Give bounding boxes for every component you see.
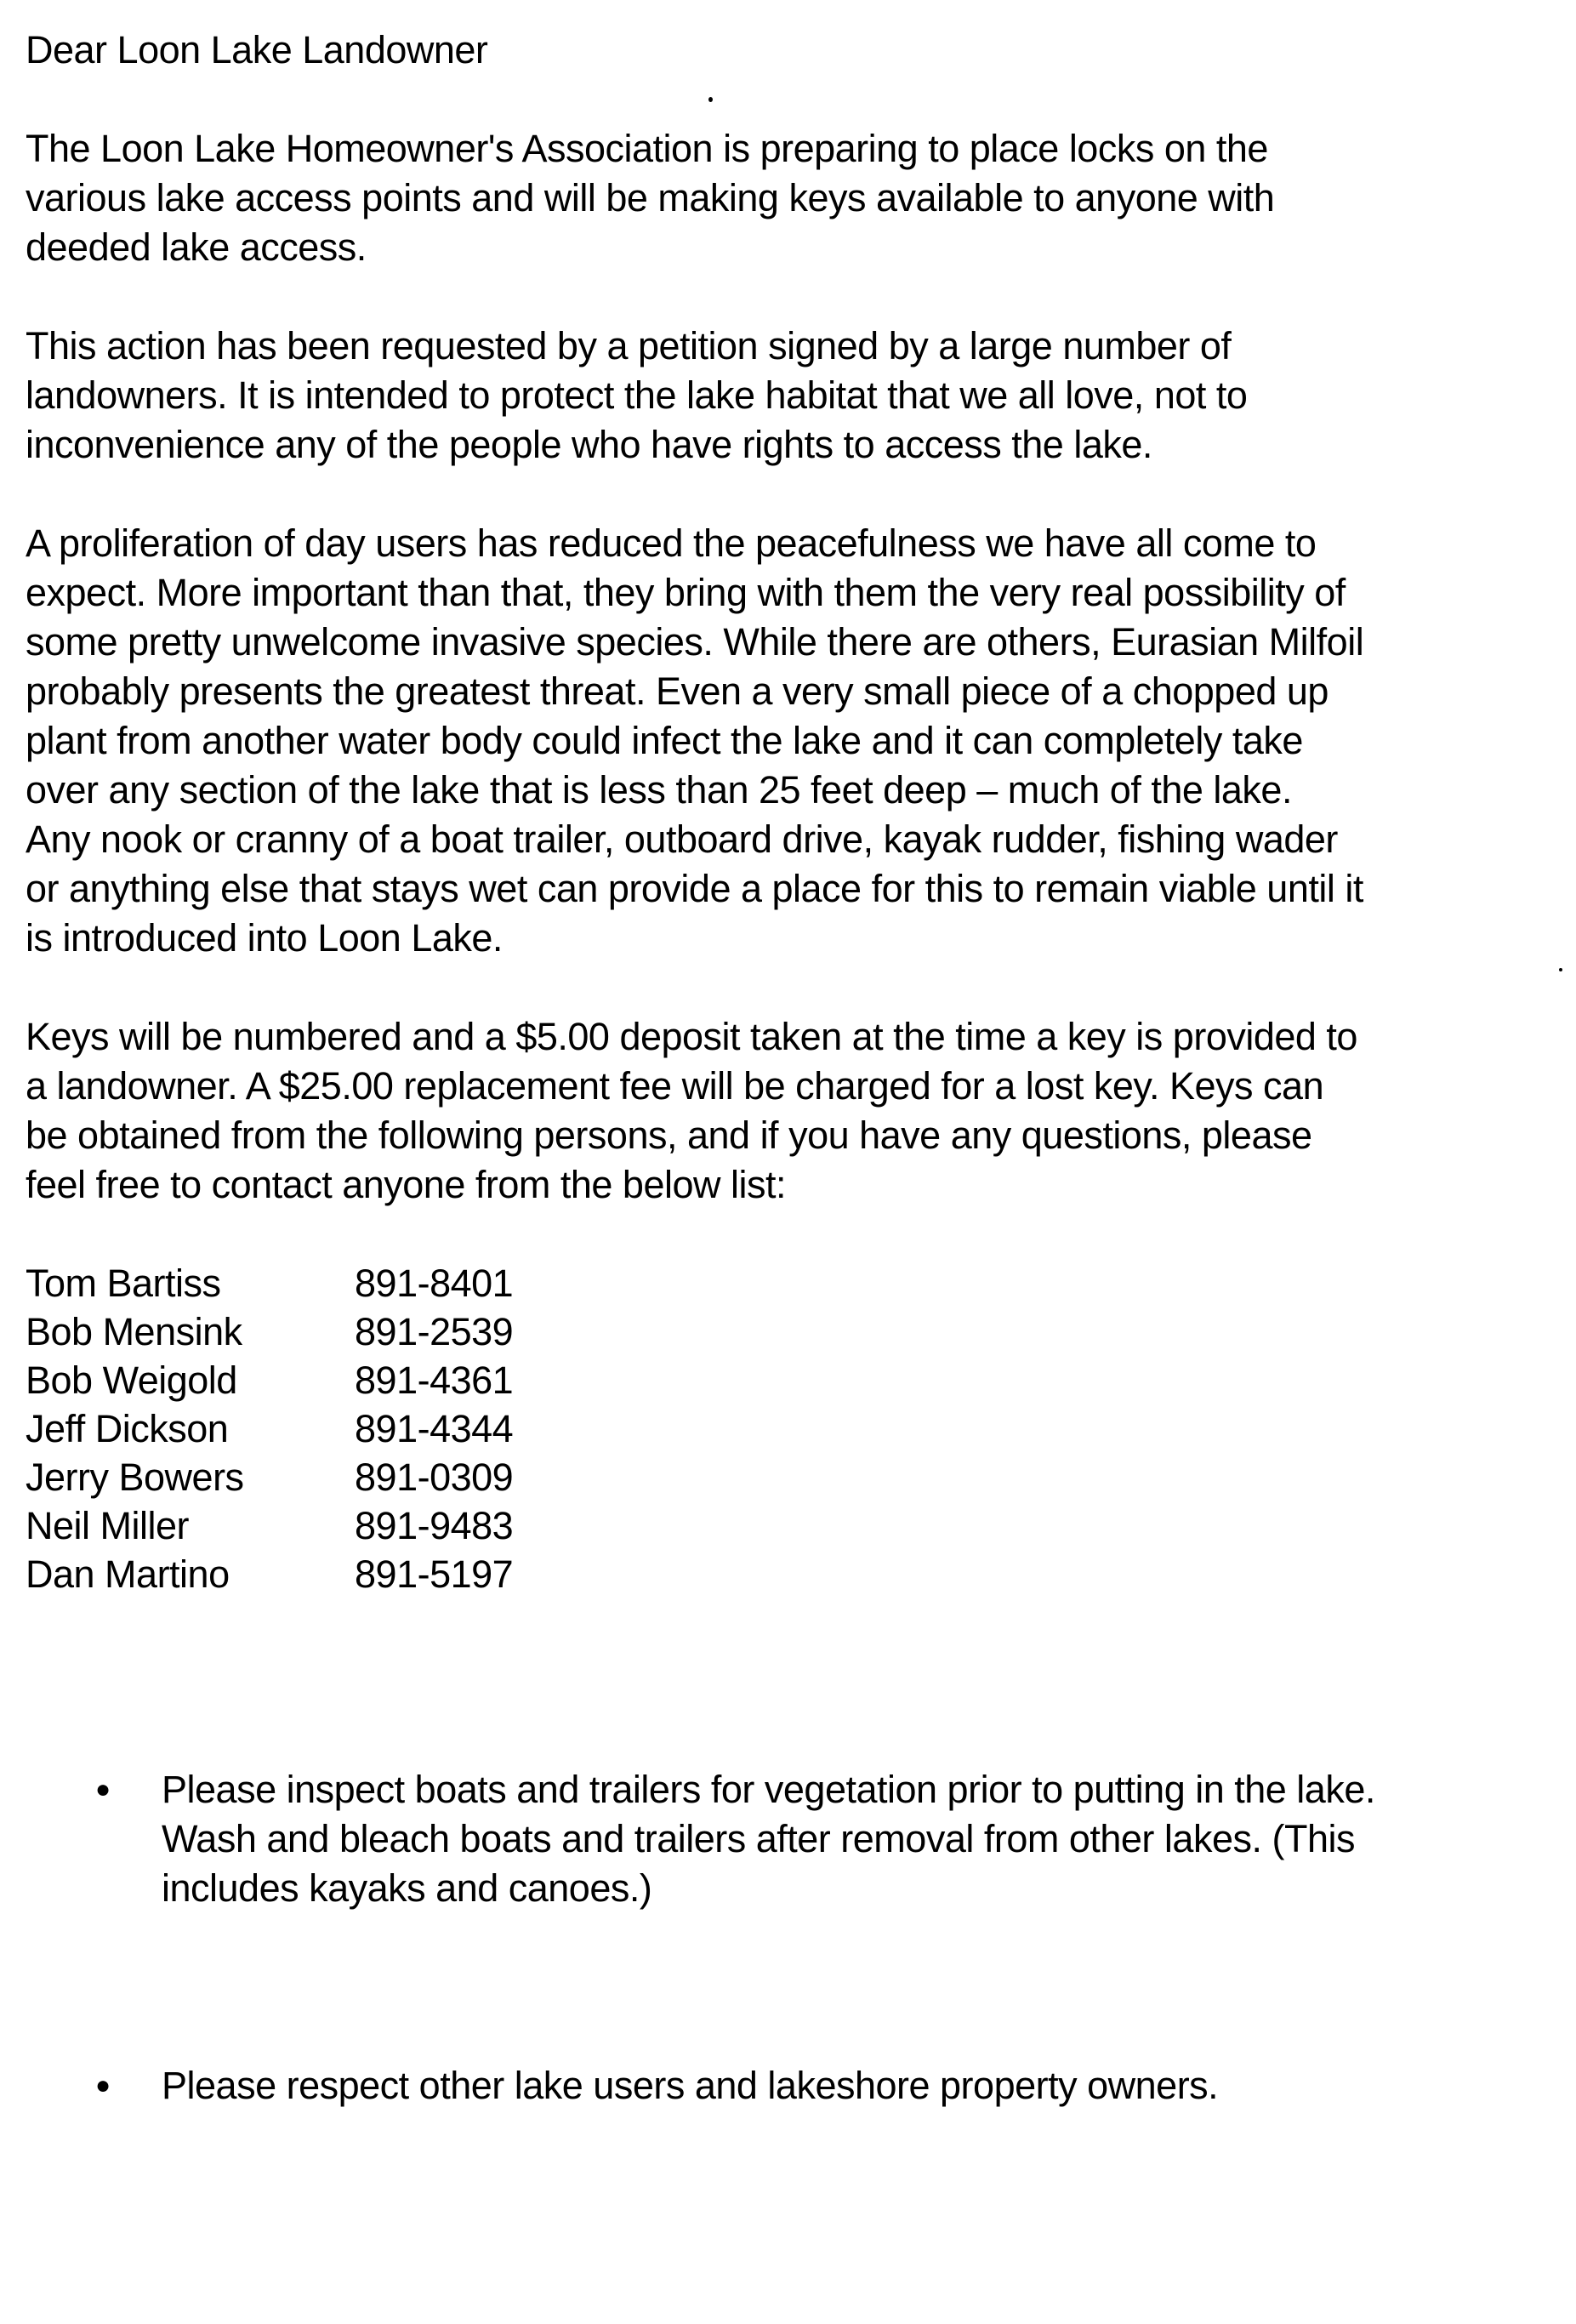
bullet-text [162,1765,1576,1913]
bullet-line: Please inspect boats and trailers for vegetation prior to putting in the lake. [162,1768,1375,1811]
contact-phone: 891-4361 [355,1359,514,1402]
paragraph-line: a landowner. A $25.00 replacement fee will be charged for a lost key. Keys can [26,1064,1324,1108]
contact-name: Jeff Dickson [26,1407,229,1450]
paragraph-line: over any section of the lake that is less than 25 feet deep – much of the lake. [26,768,1292,812]
contact-name: Bob Weigold [26,1359,237,1402]
contact-phone: 891-0309 [355,1455,514,1499]
paragraph-line: probably presents the greatest threat. Even a very small piece of a chopped up [26,669,1329,713]
bullet-icon: ● [95,2071,111,2099]
contact-row [26,1550,1576,1598]
contact-row [26,1501,1576,1550]
paragraph-line: landowners. It is intended to protect the lake habitat that we all love, not to [26,373,1248,417]
paragraph-line: This action has been requested by a petition signed by a large number of [26,324,1232,367]
paragraph-line: expect. More important than that, they bring with them the very real possibility of [26,571,1346,614]
bullet-line: Please respect other lake users and lakeshore property owners. [162,2064,1219,2107]
contact-phone: 891-9483 [355,1504,514,1547]
bullet-line: Wash and bleach boats and trailers after removal from other lakes. (This [162,1817,1355,1860]
bullet-item-inspect-boats [26,1765,1576,1913]
contact-name: Bob Mensink [26,1310,242,1353]
greeting [26,26,1576,75]
paragraph-line: some pretty unwelcome invasive species. While there are others, Eurasian Milfoil [26,620,1364,664]
contact-phone: 891-5197 [355,1552,514,1596]
contact-row [26,1453,1576,1501]
bullet-text [162,2061,1576,2110]
paragraph-line: deeded lake access. [26,225,367,269]
contact-row [26,1404,1576,1453]
contact-row [26,1307,1576,1356]
contact-name: Jerry Bowers [26,1455,244,1499]
paragraph-invasive-species [26,519,1576,963]
bullet-item-respect-users [26,2061,1576,2110]
bullet-icon: ● [95,1775,111,1803]
contact-row [26,1356,1576,1404]
paragraph-line: various lake access points and will be making keys available to anyone with [26,176,1275,219]
paragraph-line: A proliferation of day users has reduced the peacefulness we have all come to [26,521,1317,565]
paragraph-line: be obtained from the following persons, and if you have any questions, please [26,1114,1312,1157]
contact-phone: 891-8401 [355,1262,514,1305]
contact-phone: 891-2539 [355,1310,514,1353]
contact-list [26,1259,1576,1598]
paragraph-line: Any nook or cranny of a boat trailer, outboard drive, kayak rudder, fishing wader [26,817,1338,861]
paragraph-line: The Loon Lake Homeowner's Association is preparing to place locks on the [26,127,1268,170]
scan-speck [1559,968,1562,971]
contact-row [26,1259,1576,1307]
contact-name: Neil Miller [26,1504,190,1547]
scan-speck [708,97,713,102]
contact-phone: 891-4344 [355,1407,514,1450]
paragraph-line: Keys will be numbered and a $5.00 deposit taken at the time a key is provided to [26,1015,1357,1058]
bullet-line: includes kayaks and canoes.) [162,1866,652,1910]
paragraph-line: is introduced into Loon Lake. [26,916,503,960]
paragraph-petition [26,322,1576,470]
greeting-text: Dear Loon Lake Landowner [26,28,488,71]
contact-name: Dan Martino [26,1552,230,1596]
paragraph-key-deposit [26,1012,1576,1210]
paragraph-line: or anything else that stays wet can provide a place for this to remain viable until it [26,867,1363,910]
paragraph-line: plant from another water body could infect the lake and it can completely take [26,719,1303,762]
contact-name: Tom Bartiss [26,1262,221,1305]
paragraph-line: feel free to contact anyone from the below list: [26,1163,786,1206]
paragraph-lock-announcement [26,124,1576,272]
paragraph-line: inconvenience any of the people who have rights to access the lake. [26,423,1152,466]
